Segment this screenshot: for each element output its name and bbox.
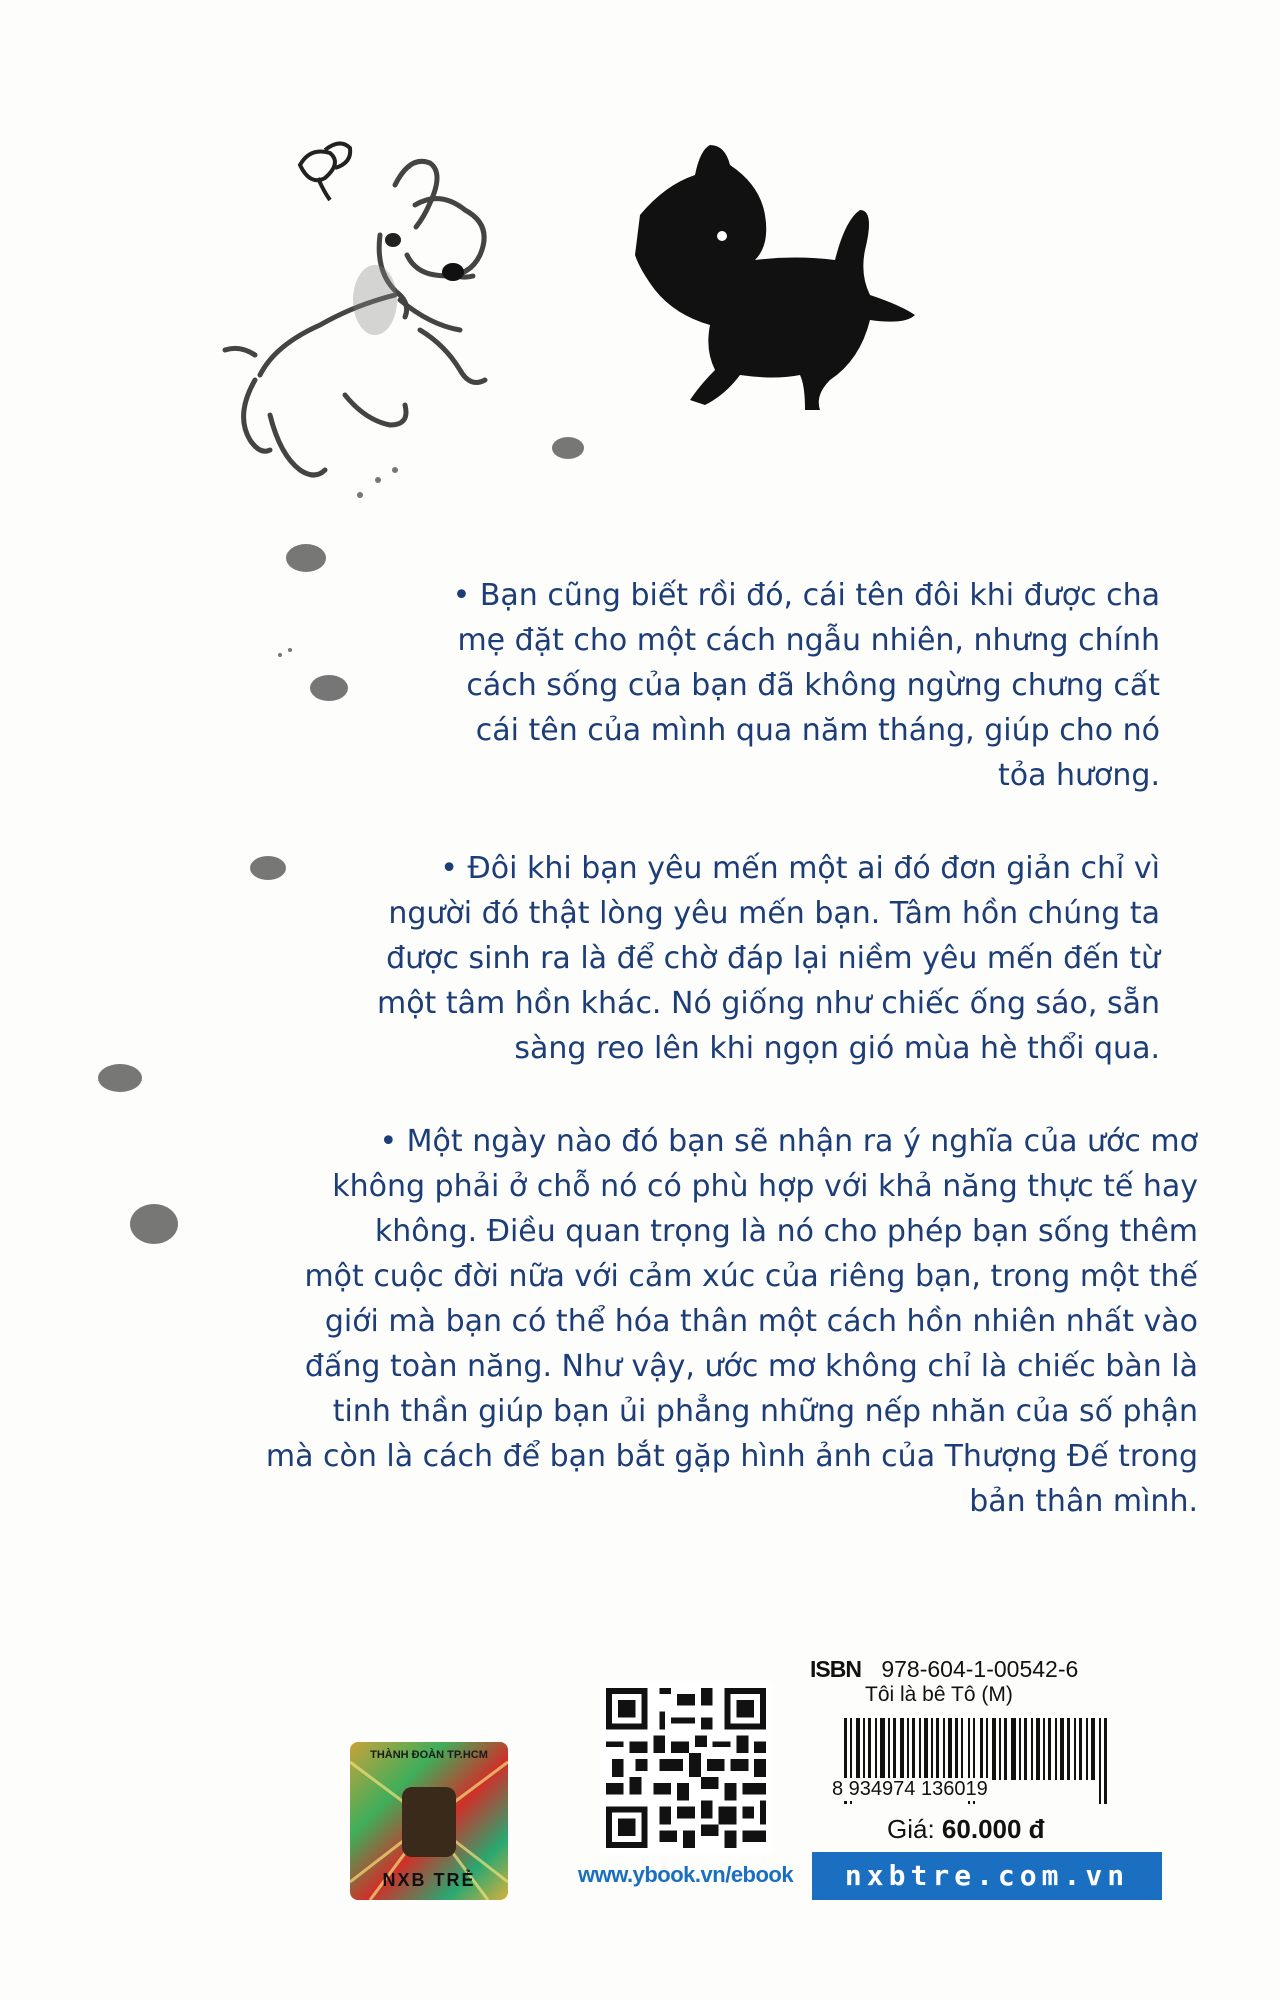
isbn-block [810, 1655, 1150, 1707]
paragraph-1-line: cái tên của mình qua năm tháng, giúp cho nó [475, 713, 1160, 748]
black-puppy [635, 145, 915, 410]
isbn-row [810, 1655, 1150, 1683]
white-puppy [225, 161, 485, 475]
paragraph-3-line: đấng toàn năng. Như vậy, ước mơ không chỉ là chiếc bàn là [304, 1349, 1198, 1384]
paragraph-1-line: mẹ đặt cho một cách ngẫu nhiên, nhưng chính [457, 623, 1160, 658]
paragraph-3-line: không phải ở chỗ nó có phù hợp với khả năng thực tế hay [332, 1169, 1198, 1204]
paragraph-3-line: một cuộc đời nữa với cảm xúc của riêng bạn, trong một thế [304, 1259, 1198, 1294]
paragraph-1-line: tỏa hương. [997, 758, 1160, 793]
price-label: Giá: [887, 1814, 935, 1844]
paragraph-2-line: được sinh ra là để chờ đáp lại niềm yêu mến đến từ [386, 941, 1160, 976]
paragraph-3-line: giới mà bạn có thể hóa thân một cách hồn nhiên nhất vào [324, 1304, 1198, 1339]
paragraph-2-line: • Đôi khi bạn yêu mến một ai đó đơn giản chỉ vì [440, 851, 1160, 886]
paragraph-3-line: mà còn là cách để bạn bắt gặp hình ảnh của Thượng Đế trong [265, 1439, 1198, 1474]
paragraph-3-line: bản thân mình. [969, 1484, 1198, 1519]
qr-code [600, 1682, 772, 1854]
publisher-site-badge[interactable]: nxbtre.com.vn [812, 1852, 1162, 1900]
paragraph-3-line: tinh thần giúp bạn ủi phẳng những nếp nhăn của số phận [332, 1394, 1198, 1429]
white-puppy-nose [442, 263, 464, 281]
white-puppy-ear-shade [353, 265, 397, 335]
ebook-link[interactable]: www.ybook.vn/ebook [578, 1862, 794, 1887]
hologram-bottom-text: NXB TRẺ [382, 1870, 476, 1890]
barcode-digits: 8 934974 136019 [832, 1778, 988, 1800]
paragraph-3 [266, 1119, 1198, 1524]
price [887, 1814, 1045, 1845]
paragraph-1 [453, 573, 1160, 798]
paragraph-3-line: không. Điều quan trọng là nó cho phép bạn sống thêm [374, 1214, 1198, 1249]
paragraph-1-line: • Bạn cũng biết rồi đó, cái tên đôi khi được cha [452, 578, 1160, 613]
paragraph-3-line: • Một ngày nào đó bạn sẽ nhận ra ý nghĩa của ước mơ [379, 1124, 1198, 1159]
butterfly-doodle [300, 143, 350, 200]
paragraph-2 [377, 846, 1160, 1071]
black-puppy-eye [717, 231, 727, 241]
title-code: Tôi là bê Tô (M) [865, 1683, 1013, 1706]
paragraph-2-line: một tâm hồn khác. Nó giống như chiếc ống sáo, sẵn [376, 986, 1160, 1021]
white-puppy-eye [385, 233, 401, 247]
hologram-top-text: THÀNH ĐOÀN TP.HCM [370, 1749, 488, 1761]
price-value: 60.000 đ [941, 1814, 1045, 1844]
paragraph-2-line: người đó thật lòng yêu mến bạn. Tâm hồn chúng ta [388, 896, 1160, 931]
isbn-number: 978-604-1-00542-6 [881, 1656, 1079, 1682]
isbn-label: ISBN [810, 1656, 861, 1682]
paragraph-2-line: sàng reo lên khi ngọn gió mùa hè thổi qua. [514, 1031, 1160, 1066]
paragraph-1-line: cách sống của bạn đã không ngừng chưng cất [466, 668, 1160, 703]
